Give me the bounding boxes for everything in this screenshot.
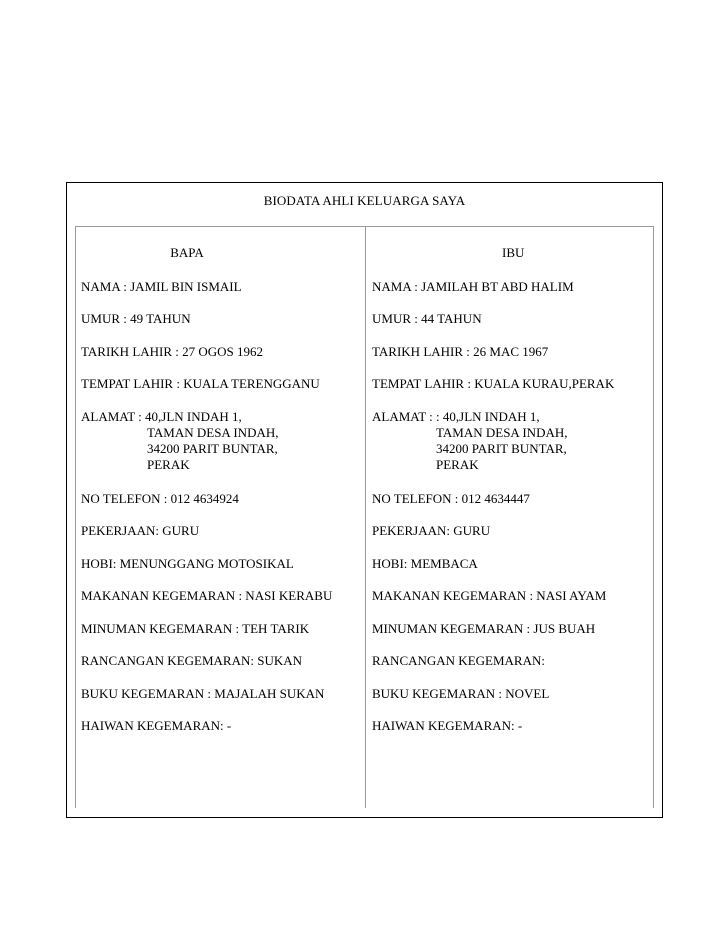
bapa-no-telefon: NO TELEFON : 012 4634924 <box>81 491 239 506</box>
ibu-tempat-lahir: TEMPAT LAHIR : KUALA KURAU,PERAK <box>372 376 615 391</box>
bapa-heading: BAPA <box>170 245 204 260</box>
bapa-alamat-line: TAMAN DESA INDAH, <box>147 425 279 440</box>
bapa-alamat-line: PERAK <box>147 457 190 472</box>
bapa-tempat-lahir: TEMPAT LAHIR : KUALA TERENGGANU <box>81 376 320 391</box>
ibu-rancangan-kegemaran: RANCANGAN KEGEMARAN: <box>372 653 545 668</box>
column-divider <box>365 227 366 808</box>
bapa-umur: UMUR : 49 TAHUN <box>81 311 191 326</box>
ibu-heading: IBU <box>502 245 525 260</box>
ibu-alamat-line: PERAK <box>436 457 479 472</box>
bapa-buku-kegemaran: BUKU KEGEMARAN : MAJALAH SUKAN <box>81 686 325 701</box>
bapa-tarikh-lahir: TARIKH LAHIR : 27 OGOS 1962 <box>81 344 264 359</box>
ibu-nama: NAMA : JAMILAH BT ABD HALIM <box>372 279 574 294</box>
ibu-makanan-kegemaran: MAKANAN KEGEMARAN : NASI AYAM <box>372 588 607 603</box>
bapa-makanan-kegemaran: MAKANAN KEGEMARAN : NASI KERABU <box>81 588 333 603</box>
bapa-pekerjaan: PEKERJAAN: GURU <box>81 523 200 538</box>
ibu-hobi: HOBI: MEMBACA <box>372 556 478 571</box>
biodata-box <box>66 182 663 818</box>
ibu-buku-kegemaran: BUKU KEGEMARAN : NOVEL <box>372 686 550 701</box>
bapa-alamat-line: 34200 PARIT BUNTAR, <box>147 441 278 456</box>
bapa-haiwan-kegemaran: HAIWAN KEGEMARAN: - <box>81 718 232 733</box>
ibu-tarikh-lahir: TARIKH LAHIR : 26 MAC 1967 <box>372 344 549 359</box>
bapa-minuman-kegemaran: MINUMAN KEGEMARAN : TEH TARIK <box>81 621 310 636</box>
ibu-haiwan-kegemaran: HAIWAN KEGEMARAN: - <box>372 718 523 733</box>
bapa-alamat: ALAMAT : 40,JLN INDAH 1, <box>81 409 242 424</box>
document-title: BIODATA AHLI KELUARGA SAYA <box>263 193 466 208</box>
bapa-nama: NAMA : JAMIL BIN ISMAIL <box>81 279 242 294</box>
ibu-alamat: ALAMAT : : 40,JLN INDAH 1, <box>372 409 540 424</box>
ibu-pekerjaan: PEKERJAAN: GURU <box>372 523 491 538</box>
ibu-no-telefon: NO TELEFON : 012 4634447 <box>372 491 530 506</box>
ibu-alamat-line: 34200 PARIT BUNTAR, <box>436 441 567 456</box>
bapa-hobi: HOBI: MENUNGGANG MOTOSIKAL <box>81 556 294 571</box>
ibu-minuman-kegemaran: MINUMAN KEGEMARAN : JUS BUAH <box>372 621 596 636</box>
family-table <box>75 226 654 808</box>
bapa-rancangan-kegemaran: RANCANGAN KEGEMARAN: SUKAN <box>81 653 303 668</box>
ibu-umur: UMUR : 44 TAHUN <box>372 311 482 326</box>
ibu-alamat-line: TAMAN DESA INDAH, <box>436 425 568 440</box>
